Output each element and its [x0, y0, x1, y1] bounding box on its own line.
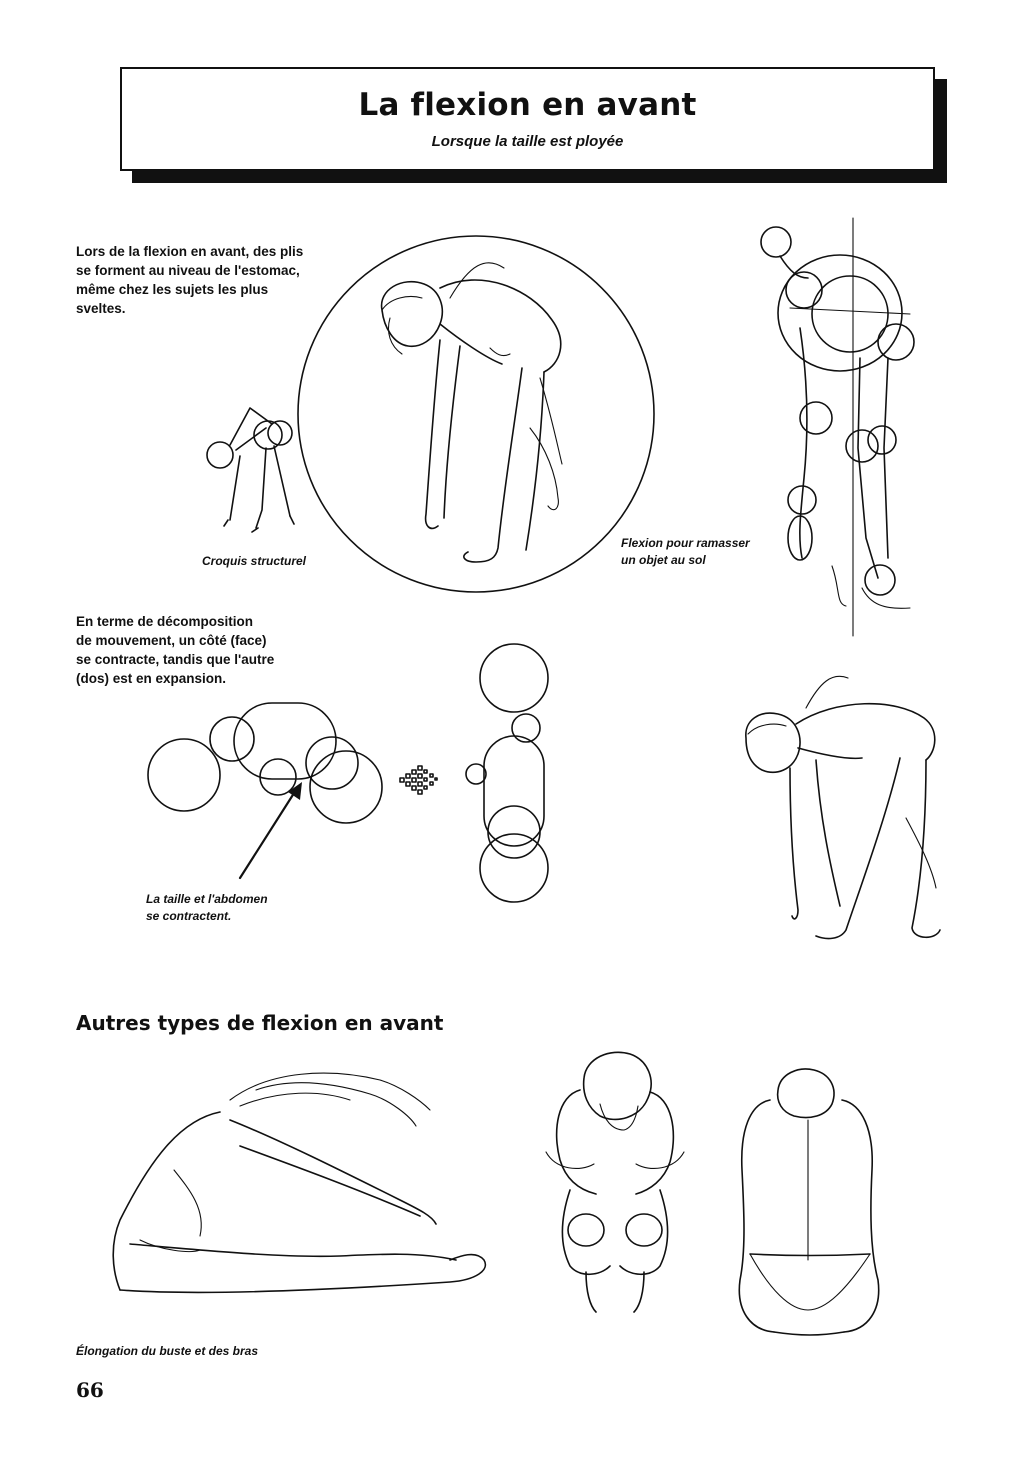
dotted-left-arrow-icon	[396, 758, 446, 802]
bent-figure-circle-illustration	[290, 228, 660, 598]
caption-structural-sketch: Croquis structurel	[202, 554, 307, 568]
section-heading: Autres types de flexion en avant	[76, 1011, 444, 1035]
kneeling-back-illustration	[730, 1060, 890, 1340]
structural-stick-sketch	[200, 400, 310, 540]
expanded-shapes-diagram	[462, 640, 562, 910]
structural-figure-right	[750, 218, 920, 638]
title-box	[120, 67, 935, 171]
bent-figure-side-illustration	[736, 668, 956, 948]
arrow-to-waist-icon	[230, 778, 310, 888]
caption-stretch: Élongation du buste et des bras	[76, 1344, 259, 1358]
title-box-shadow-bottom	[132, 171, 947, 183]
page-number: 66	[76, 1378, 104, 1402]
caption-waist-abdomen: La taille et l'abdomen se contractent.	[146, 892, 268, 923]
intro-paragraph: Lors de la flexion en avant, des plis se forment au niveau de l'estomac, même chez les sujets les plus sveltes.	[76, 244, 304, 316]
caption-pick-up-object: Flexion pour ramasser un objet au sol	[621, 536, 750, 567]
page-subtitle: Lorsque la taille est ployée	[431, 133, 624, 150]
decomposition-paragraph: En terme de décomposition de mouvement, un côté (face) se contracte, tandis que l'autre (dos) est en expansion.	[76, 614, 275, 686]
title-box-shadow-right	[935, 79, 947, 183]
page-title: La flexion en avant	[358, 87, 697, 123]
seated-stretch-illustration	[80, 1060, 500, 1320]
kneeling-front-illustration	[540, 1040, 690, 1320]
